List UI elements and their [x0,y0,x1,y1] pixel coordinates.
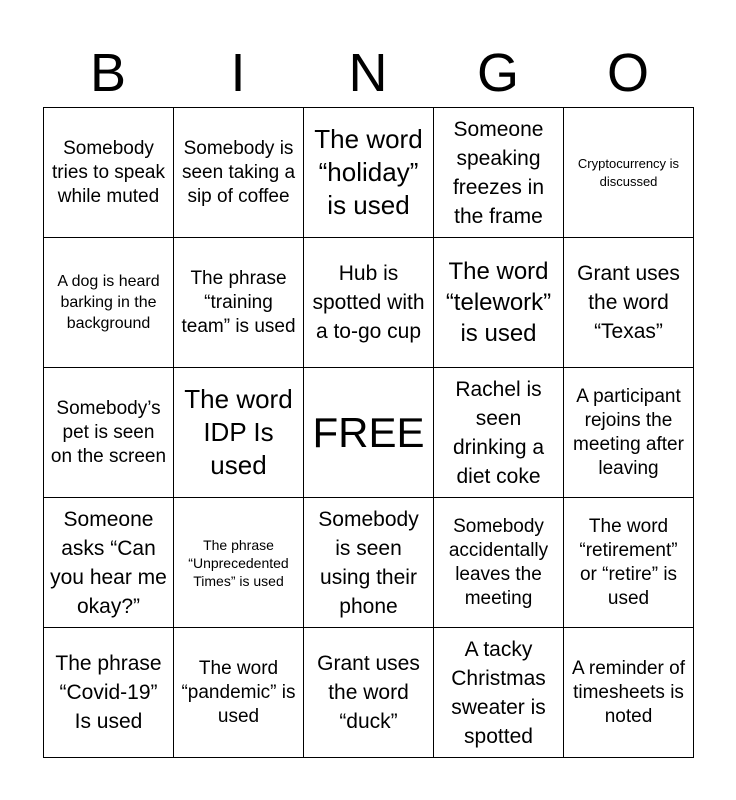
bingo-cell[interactable] [434,368,564,498]
bingo-cell[interactable] [44,368,174,498]
bingo-cell[interactable] [564,108,694,238]
bingo-cell[interactable] [564,368,694,498]
cell-text: Grant uses the word “duck” [317,652,420,733]
bingo-cell[interactable] [304,628,434,758]
cell-text: A reminder of timesheets is noted [572,657,685,727]
board-row [44,628,694,758]
cell-text: The phrase “Unprecedented Times” is used [188,536,289,589]
cell-text: Someone asks “Can you hear me okay?” [50,507,167,618]
bingo-cell[interactable] [304,498,434,628]
cell-text: The phrase “training team” is used [181,267,296,337]
header-letter-g: G [476,43,519,103]
bingo-header [43,40,693,106]
cell-text: The phrase “Covid-19” Is used [55,652,162,733]
bingo-cell[interactable] [564,238,694,368]
free-space-label: FREE [312,408,425,456]
cell-text: Somebody accidentally leaves the meeting [448,515,549,609]
bingo-cell[interactable] [174,368,304,498]
board-row [44,108,694,238]
bingo-cell[interactable] [564,498,694,628]
board-row [44,498,694,628]
bingo-cell[interactable] [44,498,174,628]
header-letter-i: I [230,43,246,103]
cell-text: The word “telework” is used [445,258,552,347]
bingo-cell[interactable] [174,628,304,758]
bingo-cell[interactable] [304,108,434,238]
cell-text: A tacky Christmas sweater is spotted [451,637,546,748]
free-space-cell[interactable] [304,368,434,498]
bingo-cell[interactable] [44,238,174,368]
cell-text: Somebody is seen using their phone [318,507,419,618]
header-letter-n: N [348,43,388,103]
bingo-cell[interactable] [44,628,174,758]
board-row [44,238,694,368]
bingo-cell[interactable] [174,108,304,238]
bingo-cell[interactable] [434,498,564,628]
cell-text: Hub is spotted with a to-go cup [312,262,425,343]
bingo-cell[interactable] [174,238,304,368]
cell-text: The word IDP Is used [184,384,293,480]
bingo-cell[interactable] [434,238,564,368]
cell-text: The word “retirement” or “retire” is used [579,515,678,609]
bingo-board [43,107,694,758]
bingo-cell[interactable] [174,498,304,628]
bingo-cell[interactable] [304,238,434,368]
bingo-cell[interactable] [564,628,694,758]
bingo-cell[interactable] [434,108,564,238]
header-letter-o: O [606,43,649,103]
cell-text: Somebody tries to speak while muted [52,137,165,207]
cell-text: The word “holiday” is used [314,124,423,220]
cell-text: Someone speaking freezes in the frame [452,117,545,228]
cell-text: A dog is heard barking in the background [57,273,160,332]
cell-text: The word “pandemic” is used [181,657,296,727]
bingo-cell[interactable] [434,628,564,758]
cell-text: Rachel is seen drinking a diet coke [452,377,545,488]
cell-text: Grant uses the word “Texas” [577,262,680,343]
cell-text: Somebody is seen taking a sip of coffee [181,137,296,207]
cell-text: Somebody’s pet is seen on the screen [50,397,167,467]
bingo-cell[interactable] [44,108,174,238]
board-row [44,368,694,498]
cell-text: A participant rejoins the meeting after leaving [573,385,684,479]
header-letter-b: B [89,43,127,103]
cell-text: Cryptocurrency is discussed [577,155,680,189]
